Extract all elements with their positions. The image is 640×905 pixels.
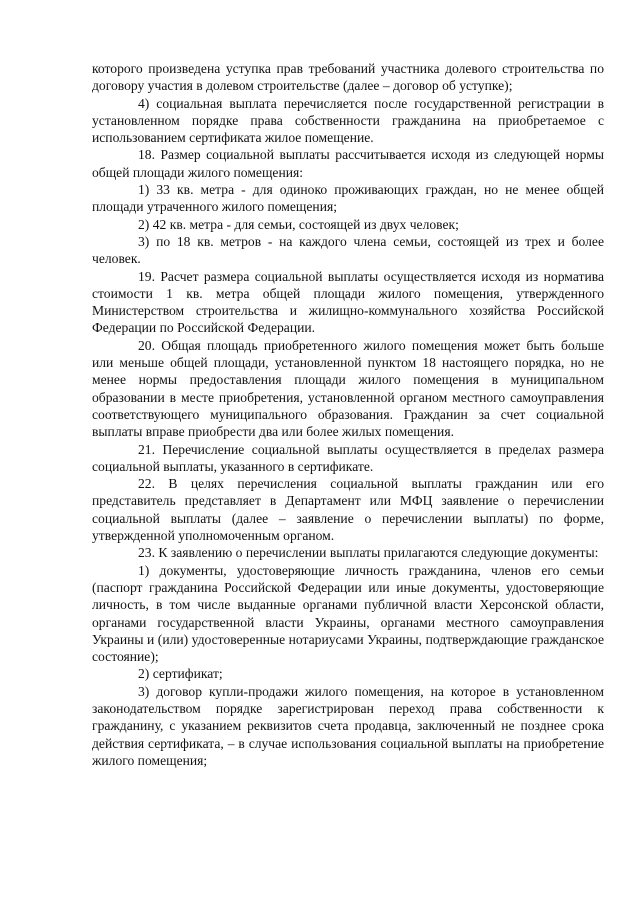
paragraph-23-item-3: 3) договор купли-продажи жилого помещения, на которое в установленном законодательством порядке зарегистрирован переход права собственности к гражданину, с указанием реквизитов счета продавца, заключенный не позднее срока действия сертификата, – в случае использования социальной выплаты на приобретение жилого помещения; — [92, 683, 604, 768]
paragraph-23-item-1: 1) документы, удостоверяющие личность гражданина, членов его семьи (паспорт гражданина Российской Федерации или иные документы, удостоверяющие личность, в том числе выданные органами публичной власти Херсонской области, органами государственной власти Украины, органами местного самоуправления Украины и (или) удостоверенные нотариусами Украины, подтверждающие гражданское состояние); — [92, 562, 604, 665]
document-page — [92, 60, 604, 769]
paragraph-21-transfer-limit: 21. Перечисление социальной выплаты осуществляется в пределах размера социальной выплаты, указанного в сертификате. — [92, 441, 604, 474]
paragraph-18-area-norm: 18. Размер социальной выплаты рассчитывается исходя из следующей нормы общей площади жилого помещения: — [92, 147, 604, 180]
paragraph-22-application: 22. В целях перечисления социальной выплаты гражданин или его представитель представляет в Департамент или МФЦ заявление о перечислении социальной выплаты (далее – заявление о перечислении выплаты) по форме, утвержденной уполномоченным органом. — [92, 476, 604, 544]
paragraph-23-item-2: 2) сертификат; — [138, 666, 223, 682]
paragraph-18-item-3: 3) по 18 кв. метров - на каждого члена семьи, состоящей из трех и более человек. — [92, 233, 604, 267]
paragraph-19-calculation: 19. Расчет размера социальной выплаты осуществляется исходя из норматива стоимости 1 кв. метра общей площади жилого помещения, утвержденного Министерством строительства и жилищно-коммунального хозяйства Российской Федерации по Российской Федерации. — [92, 268, 604, 336]
paragraph-18-item-2: 2) 42 кв. метра - для семьи, состоящей из двух человек; — [138, 216, 459, 232]
paragraph-23-documents: 23. К заявлению о перечислении выплаты прилагаются следующие документы: — [138, 545, 599, 561]
paragraph-item-4-transfer: 4) социальная выплата перечисляется после государственной регистрации в установленном порядке права собственности гражданина на приобретаемое с использованием сертификата жилое помещение. — [92, 95, 604, 146]
paragraph-20-total-area: 20. Общая площадь приобретенного жилого помещения может быть больше или меньше общей площади, установленной пунктом 18 настоящего порядка, но не менее нормы предоставления площади жилого помещения в муниципальном образовании в месте приобретения, установленной органом местного самоуправления соответствующего муниципального образования. Гражданин за счет социальной выплаты вправе приобрести два или более жилых помещения. — [92, 337, 604, 440]
paragraph-assignment-contract: которого произведена уступка прав требований участника долевого строительства по договору участия в долевом строительстве (далее – договор об уступке); — [92, 61, 604, 94]
paragraph-18-item-1: 1) 33 кв. метра - для одиноко проживающих граждан, но не менее общей площади утраченного жилого помещения; — [92, 182, 604, 215]
